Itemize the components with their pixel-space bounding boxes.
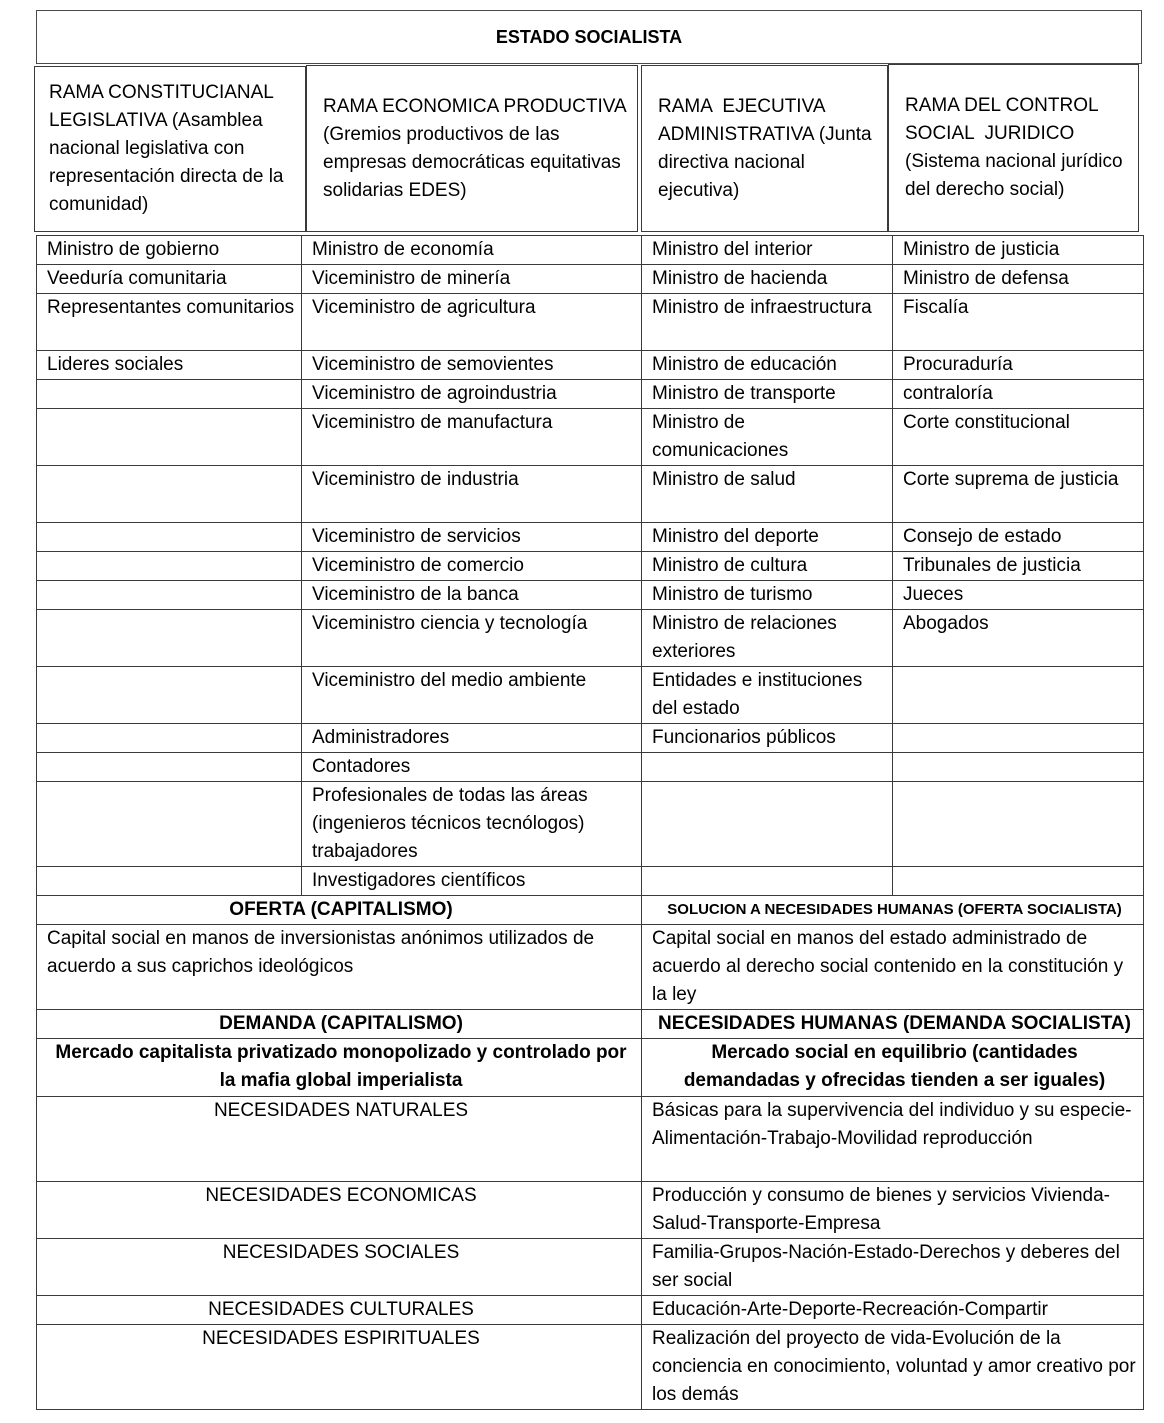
table-cell: Ministro de relaciones exteriores: [642, 610, 893, 667]
table-row: [37, 236, 1144, 265]
table-cell: Viceministro de la banca: [302, 581, 642, 610]
table-cell: Viceministro de minería: [302, 265, 642, 294]
table-cell: Fiscalía: [893, 294, 1144, 351]
table-row: [37, 667, 1144, 724]
needs-row: [37, 1325, 1144, 1410]
table-cell: Corte constitucional: [893, 409, 1144, 466]
table-row: [37, 523, 1144, 552]
table-cell: [893, 782, 1144, 867]
table-cell: Ministro de comunicaciones: [642, 409, 893, 466]
table-row: [37, 867, 1144, 896]
table-cell: [37, 409, 302, 466]
table-cell: Ministro de hacienda: [642, 265, 893, 294]
need-category: NECESIDADES NATURALES: [37, 1097, 642, 1182]
table-cell: Lideres sociales: [37, 351, 302, 380]
table-cell: Consejo de estado: [893, 523, 1144, 552]
table-cell: [37, 782, 302, 867]
table-cell: Ministro de defensa: [893, 265, 1144, 294]
table-cell: [37, 380, 302, 409]
table-cell: [642, 753, 893, 782]
need-category: NECESIDADES ECONOMICAS: [37, 1182, 642, 1239]
table-cell: Viceministro de agroindustria: [302, 380, 642, 409]
table-cell: Ministro de turismo: [642, 581, 893, 610]
table-cell: Ministro de justicia: [893, 236, 1144, 265]
table-cell: [893, 667, 1144, 724]
table-cell: Ministro de infraestructura: [642, 294, 893, 351]
branch-label: RAMA ECONOMICA PRODUCTIVA (Gremios productivos de las empresas democráticas equitativas solidarias EDES): [323, 95, 626, 201]
table-row: [37, 610, 1144, 667]
table-cell: Viceministro del medio ambiente: [302, 667, 642, 724]
table-cell: [893, 867, 1144, 896]
table-cell: [37, 523, 302, 552]
needs-row: [37, 1296, 1144, 1325]
table-row: [37, 380, 1144, 409]
table-cell: Veeduría comunitaria: [37, 265, 302, 294]
table-cell: Viceministro de comercio: [302, 552, 642, 581]
table-cell: Procuraduría: [893, 351, 1144, 380]
table-cell: [37, 466, 302, 523]
table-cell: [37, 610, 302, 667]
title-text: ESTADO SOCIALISTA: [495, 26, 683, 47]
table-cell: Viceministro de semovientes: [302, 351, 642, 380]
table-cell: Contadores: [302, 753, 642, 782]
table-cell: Abogados: [893, 610, 1144, 667]
need-description: Educación-Arte-Deporte-Recreación-Compartir: [642, 1296, 1144, 1325]
branch-label: RAMA EJECUTIVA ADMINISTRATIVA (Junta directiva nacional ejecutiva): [658, 95, 877, 201]
table-row: [37, 294, 1144, 351]
table-cell: [37, 552, 302, 581]
table-cell: [37, 753, 302, 782]
mercado-social: Mercado social en equilibrio (cantidades demandadas y ofrecidas tienden a ser iguales): [642, 1039, 1144, 1097]
page-title: [36, 10, 1142, 64]
oferta-socialista-header: SOLUCION A NECESIDADES HUMANAS (OFERTA SOCIALISTA): [642, 896, 1144, 925]
table-cell: Representantes comunitarios: [37, 294, 302, 351]
table-cell: Ministro de salud: [642, 466, 893, 523]
oferta-capitalismo-header: OFERTA (CAPITALISMO): [37, 896, 642, 925]
need-description: Producción y consumo de bienes y servicios Vivienda-Salud-Transporte-Empresa: [642, 1182, 1144, 1239]
table-cell: Entidades e instituciones del estado: [642, 667, 893, 724]
table-cell: Viceministro ciencia y tecnología: [302, 610, 642, 667]
branch-label: RAMA DEL CONTROL SOCIAL JURIDICO (Sistema nacional jurídico del derecho social): [905, 95, 1128, 200]
table-row: [37, 552, 1144, 581]
demanda-socialista-header: NECESIDADES HUMANAS (DEMANDA SOCIALISTA): [642, 1010, 1144, 1039]
table-cell: [642, 867, 893, 896]
table-row: [37, 753, 1144, 782]
table-cell: Viceministro de industria: [302, 466, 642, 523]
need-description: Realización del proyecto de vida-Evolución de la conciencia en conocimiento, voluntad y amor creativo por los demás: [642, 1325, 1144, 1410]
need-category: NECESIDADES SOCIALES: [37, 1239, 642, 1296]
table-row: [37, 409, 1144, 466]
table-cell: Ministro de educación: [642, 351, 893, 380]
need-category: NECESIDADES CULTURALES: [37, 1296, 642, 1325]
table-cell: Jueces: [893, 581, 1144, 610]
table-row: [37, 581, 1144, 610]
table-cell: [37, 724, 302, 753]
table-cell: Ministro del deporte: [642, 523, 893, 552]
table-cell: Ministro de economía: [302, 236, 642, 265]
needs-row: [37, 1182, 1144, 1239]
table-cell: Profesionales de todas las áreas (ingenieros técnicos tecnólogos) trabajadores: [302, 782, 642, 867]
table-row: [37, 466, 1144, 523]
branch-header-ejecutiva: [641, 65, 888, 232]
table-cell: Ministro de cultura: [642, 552, 893, 581]
table-cell: Viceministro de agricultura: [302, 294, 642, 351]
needs-row: [37, 1239, 1144, 1296]
branch-header-juridica: [888, 64, 1139, 232]
table-cell: Ministro de transporte: [642, 380, 893, 409]
table-cell: Administradores: [302, 724, 642, 753]
need-description: Familia-Grupos-Nación-Estado-Derechos y deberes del ser social: [642, 1239, 1144, 1296]
oferta-socialista-text: Capital social en manos del estado administrado de acuerdo al derecho social contenido en la constitución y la ley: [642, 925, 1144, 1010]
table-cell: Viceministro de servicios: [302, 523, 642, 552]
table-cell: Investigadores científicos: [302, 867, 642, 896]
branch-header-economica: [306, 65, 638, 232]
table-row: [37, 265, 1144, 294]
table-cell: [642, 782, 893, 867]
oferta-capitalismo-text: Capital social en manos de inversionistas anónimos utilizados de acuerdo a sus caprichos ideológicos: [37, 925, 642, 1010]
table-cell: Funcionarios públicos: [642, 724, 893, 753]
table-row: [37, 782, 1144, 867]
needs-row: [37, 1097, 1144, 1182]
mercado-capitalista: Mercado capitalista privatizado monopolizado y controlado por la mafia global imperialista: [37, 1039, 642, 1097]
demanda-capitalismo-header: DEMANDA (CAPITALISMO): [37, 1010, 642, 1039]
table-cell: [37, 867, 302, 896]
table-cell: [37, 667, 302, 724]
branch-header-legislativa: [34, 66, 306, 232]
table-cell: Tribunales de justicia: [893, 552, 1144, 581]
table-cell: [37, 581, 302, 610]
need-category: NECESIDADES ESPIRITUALES: [37, 1325, 642, 1410]
table-cell: [893, 724, 1144, 753]
table-row: [37, 724, 1144, 753]
table-cell: Viceministro de manufactura: [302, 409, 642, 466]
table-cell: Ministro de gobierno: [37, 236, 302, 265]
table-cell: contraloría: [893, 380, 1144, 409]
branch-label: RAMA CONSTITUCIANAL LEGISLATIVA (Asamblea nacional legislativa con representación directa de la comunidad): [49, 82, 284, 215]
table-cell: Ministro del interior: [642, 236, 893, 265]
table-row: [37, 351, 1144, 380]
need-description: Básicas para la supervivencia del individuo y su especie-Alimentación-Trabajo-Movilidad reproducción: [642, 1097, 1144, 1182]
table-cell: Corte suprema de justicia: [893, 466, 1144, 523]
table-cell: [893, 753, 1144, 782]
organization-table: [36, 235, 1143, 1410]
